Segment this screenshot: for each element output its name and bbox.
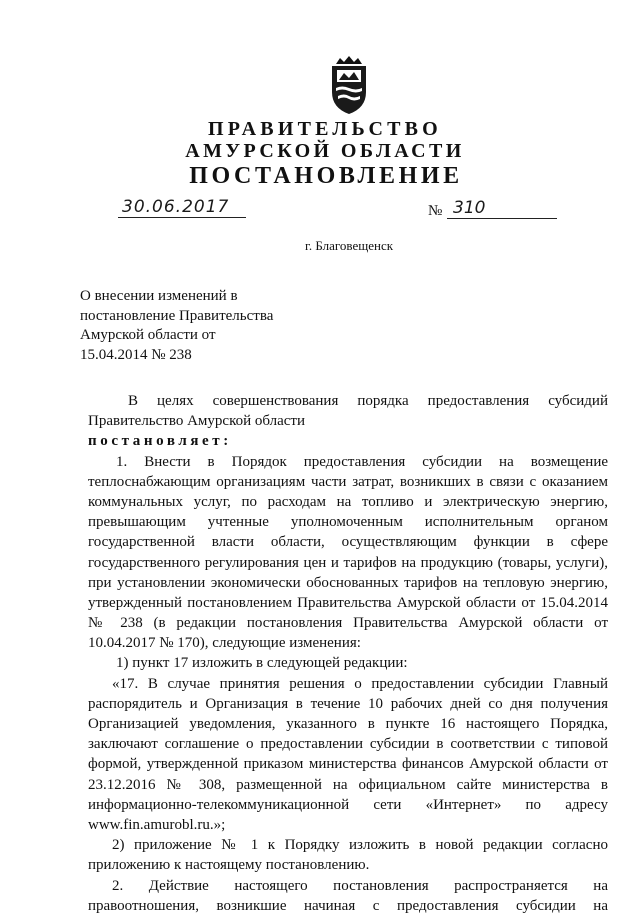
body-line: В целях совершенствования порядка предоставления субсидий (128, 393, 608, 409)
decree-keyword: постановляет: (88, 433, 232, 450)
body-line: «17. В случае принятия решения о предоставлении субсидии Главный (112, 675, 608, 692)
document-type-title: ПОСТАНОВЛЕНИЕ (189, 163, 463, 189)
document-date: 30.06.2017 (118, 197, 246, 218)
body-line: коммунальных услуг, по расходам на топливо и электрическую энергию, (88, 493, 608, 510)
body-line: формой, утвержденной приказом министерства финансов Амурской области от (88, 756, 608, 773)
subject-line: О внесении изменений в (80, 288, 238, 304)
subject-line: 15.04.2014 № 238 (80, 346, 192, 363)
body-line: 1. Внести в Порядок предоставления субсидии на возмещение (116, 453, 608, 470)
government-name-line1: ПРАВИТЕЛЬСТВО (208, 118, 442, 140)
body-line: www.fin.amurobl.ru.»; (88, 816, 226, 833)
body-line: 2) приложение № 1 к Порядку изложить в новой редакции согласно (112, 837, 608, 854)
body-line: превышающим учтенные уполномоченным исполнительным органом (88, 514, 608, 531)
body-line: № 238 (в редакции постановления Правительства Амурской области от (88, 615, 608, 632)
body-line: приложению к настоящему постановлению. (88, 857, 370, 874)
document-body (88, 391, 608, 916)
body-line: теплоснабжающим организациям части затрат, возникших в связи с оказанием (88, 473, 608, 490)
body-line: 1) пункт 17 изложить в следующей редакции: (116, 655, 408, 672)
body-line: распорядитель и Организация в течение 10 рабочих дней со дня получения (88, 695, 608, 712)
body-line: государственного регулирования цен и тарифов на продукцию (товары, услуги), (88, 554, 608, 571)
body-line: правоотношения, возникшие начиная с предоставления субсидии на (88, 897, 608, 914)
body-line: заключают соглашение о предоставлении субсидии в соответствии с типовой (88, 736, 608, 753)
document-number: 310 (447, 198, 557, 219)
body-line: при установлении экономически обоснованных тарифов на тепловую энергию, (88, 574, 608, 591)
number-sign: № (428, 203, 443, 219)
body-line: утвержденный постановлением Правительства Амурской области от 15.04.2014 (88, 594, 608, 611)
subject-line: Амурской области от (80, 327, 216, 343)
subject-line: постановление Правительства (80, 307, 274, 324)
body-line: государственной власти области, осуществляющим функции в сфере (88, 534, 608, 551)
body-line: Организацией уведомления, указанного в пункте 16 настоящего Порядка, (88, 716, 608, 732)
coat-of-arms-icon (324, 54, 374, 116)
city-name: г. Благовещенск (304, 238, 394, 253)
body-line: 2. Действие настоящего постановления распространяется на (112, 877, 608, 894)
body-line: информационно-телекоммуникационной сети «Интернет» по адресу (88, 796, 608, 813)
body-line: 23.12.2016 № 308, размещенной на официальном сайте министерства в (88, 776, 608, 793)
body-line: Правительство Амурской области (88, 413, 306, 430)
body-line: 10.04.2017 № 170), следующие изменения: (88, 635, 361, 652)
government-name-line2: АМУРСКОЙ ОБЛАСТИ (185, 140, 465, 162)
document-subject (80, 287, 340, 365)
